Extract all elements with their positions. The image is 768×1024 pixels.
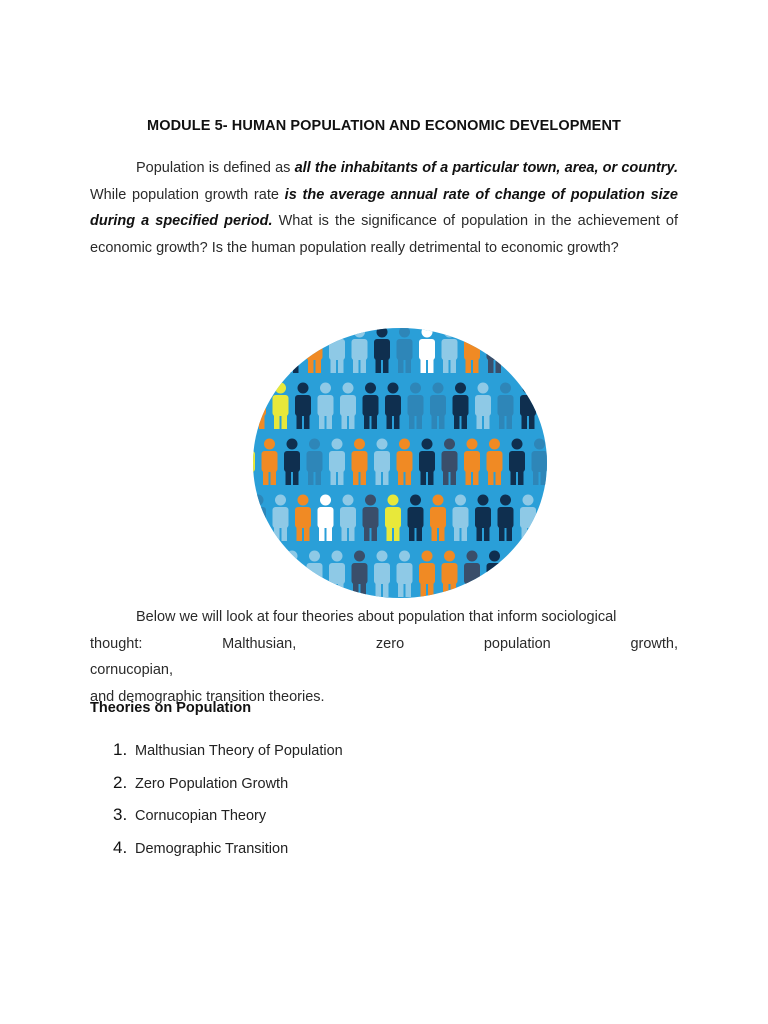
person-icon — [284, 328, 300, 373]
person-icon — [543, 495, 548, 542]
person-icon — [532, 551, 548, 598]
people-population-icon — [253, 328, 547, 598]
list-item-label: Demographic Transition — [135, 840, 289, 857]
person-icon — [253, 383, 266, 430]
person-icon — [543, 383, 548, 430]
section-heading: Theories on Population — [90, 700, 252, 716]
intro-text-1: Population is defined as — [136, 160, 295, 176]
person-icon — [509, 551, 525, 598]
growth-rate-definition: is the average annual rate of change of population size during a specified period. — [90, 186, 678, 229]
person-icon — [253, 328, 255, 373]
theories-intro-line-3: and demographic transition theories. — [90, 688, 325, 705]
list-item-label: Cornucopian Theory — [135, 808, 267, 824]
population-illustration — [253, 328, 547, 598]
list-item — [90, 838, 343, 871]
theories-list — [90, 740, 343, 870]
page-title: MODULE 5- HUMAN POPULATION AND ECONOMIC DEVELOPMENT — [147, 118, 621, 134]
theories-intro-line-1: Below we will look at four theories about population that inform sociological — [136, 609, 617, 625]
list-item-number: 1. — [113, 740, 128, 759]
intro-paragraph — [90, 155, 678, 261]
list-item-label: Malthusian Theory of Population — [135, 743, 343, 759]
intro-text-3: What is the significance of population in the achievement of economic growth? Is the human population really detrimental to economic growth? — [90, 213, 678, 256]
list-item — [90, 805, 343, 838]
theories-intro-paragraph — [90, 604, 678, 710]
person-icon — [262, 328, 278, 373]
person-icon — [253, 551, 255, 598]
list-item-number: 2. — [113, 772, 128, 792]
list-item-number: 3. — [113, 805, 128, 824]
person-icon — [509, 328, 525, 373]
person-icon — [532, 328, 548, 373]
list-item — [90, 773, 343, 806]
intro-text-2: While population growth rate — [90, 186, 285, 203]
list-item — [90, 740, 343, 773]
person-icon — [262, 551, 278, 598]
list-item-number: 4. — [113, 837, 128, 857]
population-definition: all the inhabitants of a particular town, area, or country. — [294, 160, 678, 176]
list-item-label: Zero Population Growth — [135, 775, 289, 792]
theories-intro-line-2: thought: Malthusian, zero population growth, cornucopian, — [90, 635, 678, 678]
